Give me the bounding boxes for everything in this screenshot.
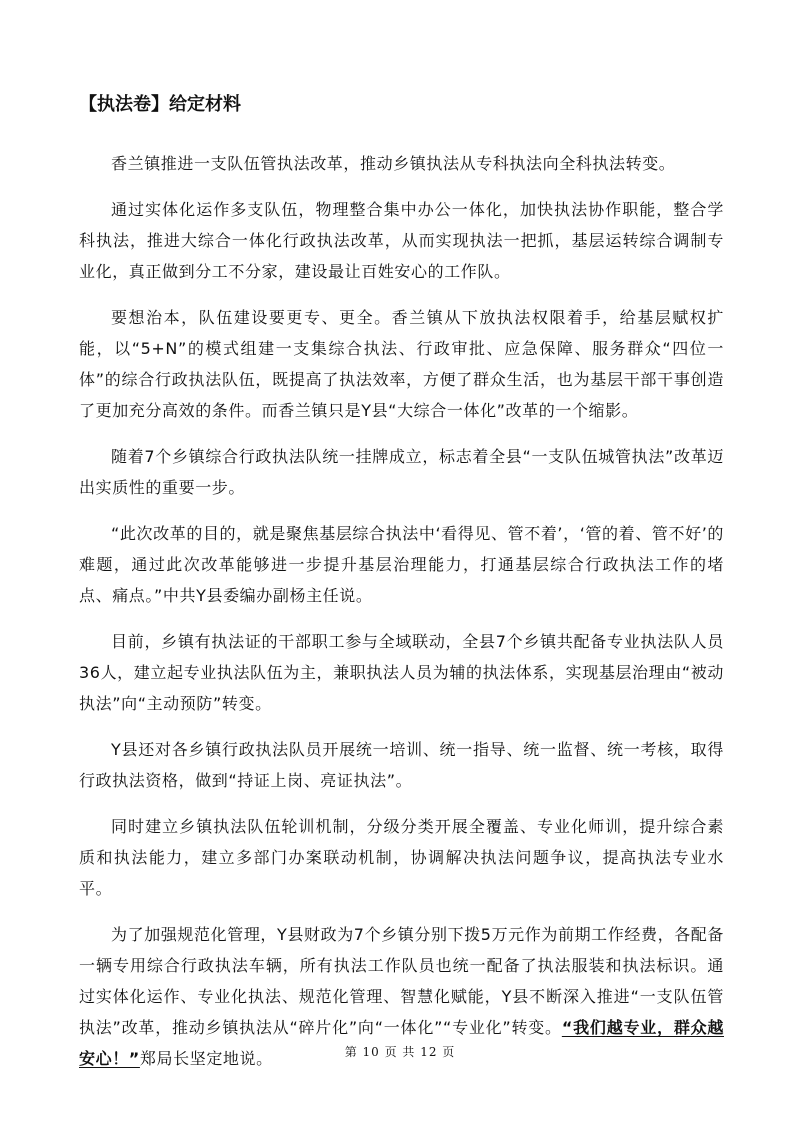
paragraph: 香兰镇推进一支队伍管执法改革，推动乡镇执法从专科执法向全科执法转变。: [111, 154, 676, 173]
emphasized-quote: “我们越专业，群众越安心！”: [79, 1018, 724, 1068]
paragraph: 要想治本，队伍建设要更专、更全。香兰镇从下放执法权限着手，给基层赋权扩能，以“5+N”的模式组建一支集综合执法、行政审批、应急保障、服务群众“四位一体”的综合行政执法队伍，既提高了执法效率，方便了群众生活，也为基层干部干事创造了更加充分高效的条件。而香兰镇只是Y县“大综合一体化”改革的一个缩影。: [79, 308, 724, 420]
paragraph: Y县还对各乡镇行政执法队员开展统一培训、统一指导、统一监督、统一考核，取得行政执法资格，做到“持证上岗、亮证执法”。: [79, 740, 724, 790]
paragraph: 通过实体化运作多支队伍，物理整合集中办公一体化，加快执法协作职能，整合学科执法，推进大综合一体化行政执法改革，从而实现执法一把抓，基层运转综合调制专业化，真正做到分工不分家，建设最让百姓安心的工作队。: [79, 200, 724, 281]
final-paragraph-text: 为了加强规范化管理，Y县财政为7个乡镇分别下拨5万元作为前期工作经费，各配备一辆专用综合行政执法车辆，所有执法工作队员也统一配备了执法服装和执法标识。通过实体化运作、专业化执法、规范化管理、智慧化赋能，Y县不断深入推进“一支队伍管执法”改革，推动乡镇执法从“碎片化”向“一体化”“专业化”转变。: [79, 925, 724, 1037]
material-body: [79, 148, 724, 1089]
paragraph: 目前，乡镇有执法证的干部职工参与全域联动，全县7个乡镇共配备专业执法队人员36人，建立起专业执法队伍为主，兼职执法人员为辅的执法体系，实现基层治理由“被动执法”向“主动预防”转变。: [79, 632, 724, 713]
material-heading: 【执法卷】给定材料: [79, 94, 241, 115]
page-footer: 第 10 页 共 12 页: [344, 1045, 456, 1059]
paragraph: 同时建立乡镇执法队伍轮训机制，分级分类开展全覆盖、专业化师训，提升综合素质和执法能力，建立多部门办案联动机制，协调解决执法问题争议，提高执法专业水平。: [79, 817, 724, 898]
final-paragraph-tail: 郑局长坚定地说。: [139, 1049, 273, 1068]
paragraph: “此次改革的目的，就是聚焦基层综合执法中‘看得见、管不着’，‘管的着、管不好’的难题，通过此次改革能够进一步提升基层治理能力，打通基层综合行政执法工作的堵点、痛点。”中共Y县委编办副杨主任说。: [79, 524, 724, 605]
paragraph: 随着7个乡镇综合行政执法队统一挂牌成立，标志着全县“一支队伍城管执法”改革迈出实质性的重要一步。: [79, 447, 724, 497]
